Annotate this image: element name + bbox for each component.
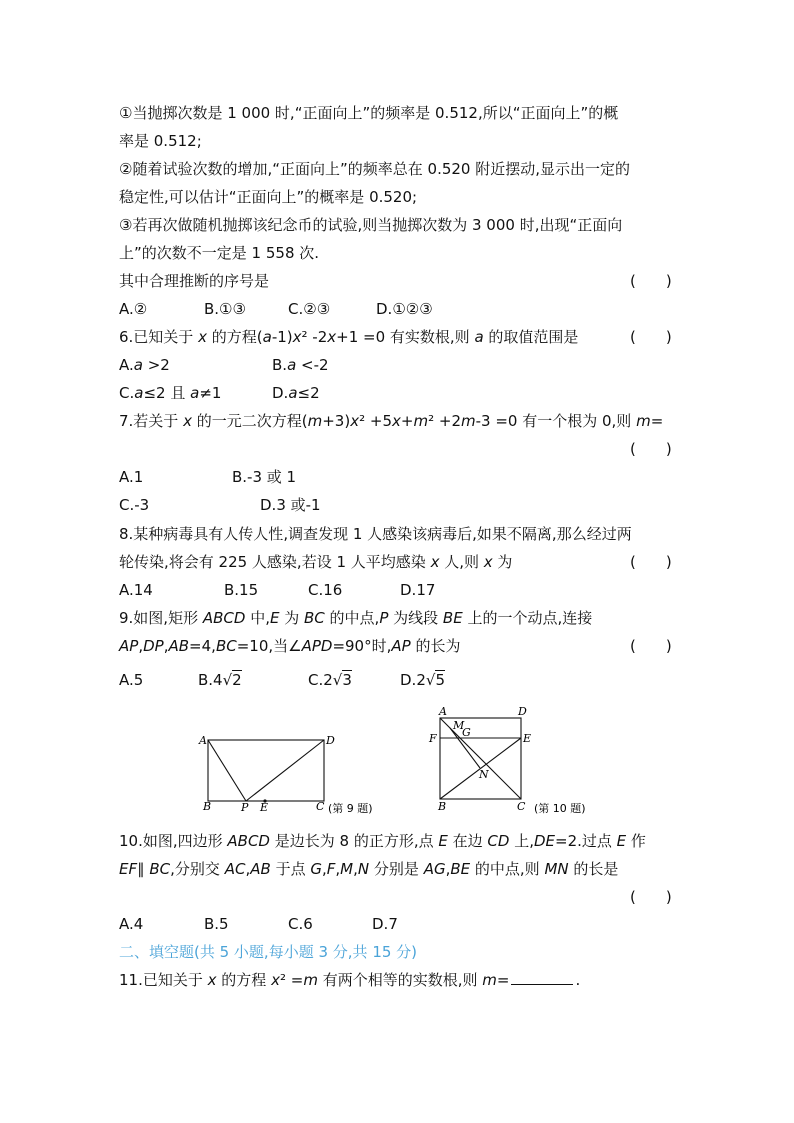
figure-10-caption: (第 10 题): [534, 802, 586, 815]
answer-paren: ( ): [630, 637, 672, 655]
statement-2-line-1: ②随着试验次数的增加,“正面向上”的频率总在 0.520 附近摆动,显示出一定的: [119, 160, 631, 178]
q10-option-d: D.7: [372, 915, 398, 933]
question-9-line-2: AP,DP,AB=4,BC=10,当∠APD=90°时,AP 的长为: [119, 637, 461, 655]
q5-option-b: B.①③: [204, 300, 246, 318]
label-p: P: [241, 801, 249, 814]
answer-paren: ( ): [630, 328, 672, 346]
q6-option-a: A.a >2: [119, 356, 170, 374]
sqrt-symbol: √: [332, 671, 343, 689]
label-b: B: [203, 800, 212, 813]
segment-dp: [246, 740, 324, 801]
label-a: A: [199, 734, 207, 747]
label-c: C: [316, 800, 325, 813]
segment-ap: [208, 740, 246, 801]
statement-2-line-2: 稳定性,可以估计“正面向上”的概率是 0.520;: [119, 188, 418, 206]
label-f: F: [429, 732, 437, 745]
q8-option-a: A.14: [119, 581, 153, 599]
question-10-line-2: EF∥ BC,分别交 AC,AB 于点 G,F,M,N 分别是 AG,BE 的中点,则 MN 的长是: [119, 860, 619, 878]
statement-1-line-1: ①当抛掷次数是 1 000 时,“正面向上”的频率是 0.512,所以“正面向上”的概: [119, 104, 619, 122]
q9-option-c: C.2√3: [308, 671, 352, 689]
question-8-line-1: 8.某种病毒具有人传人性,调查发现 1 人感染该病毒后,如果不隔离,那么经过两: [119, 525, 632, 543]
q9-option-a: A.5: [119, 671, 144, 689]
q7-option-b: B.-3 或 1: [232, 468, 297, 486]
question-9-line-1: 9.如图,矩形 ABCD 中,E 为 BC 的中点,P 为线段 BE 上的一个动点,连接: [119, 609, 593, 627]
answer-paren: ( ): [630, 440, 672, 458]
answer-paren: ( ): [630, 888, 672, 906]
statement-1-line-2: 率是 0.512;: [119, 132, 202, 150]
q10-option-a: A.4: [119, 915, 144, 933]
q7-option-d: D.3 或-1: [260, 496, 321, 514]
statement-3-line-2: 上”的次数不一定是 1 558 次.: [119, 244, 320, 262]
q8-option-c: C.16: [308, 581, 343, 599]
question-8-line-2: 轮传染,将会有 225 人感染,若设 1 人平均感染 x 人,则 x 为: [119, 553, 513, 571]
q10-option-b: B.5: [204, 915, 229, 933]
q9-option-d: D.2√5: [400, 671, 445, 689]
question-11-stem: 11.已知关于 x 的方程 x² =m 有两个相等的实数根,则 m= .: [119, 971, 581, 989]
label-m: M: [453, 719, 465, 732]
label-e: E: [523, 732, 532, 745]
question-10-line-1: 10.如图,四边形 ABCD 是边长为 8 的正方形,点 E 在边 CD 上,DE=2.过点 E 作: [119, 832, 646, 850]
label-b: B: [438, 800, 447, 813]
q10-option-c: C.6: [288, 915, 313, 933]
label-e: E: [260, 801, 269, 814]
label-g: G: [462, 726, 471, 739]
figure-9-caption: (第 9 题): [328, 802, 373, 815]
label-c: C: [517, 800, 526, 813]
label-d: D: [326, 734, 335, 747]
q7-option-c: C.-3: [119, 496, 150, 514]
label-a: A: [439, 705, 447, 718]
q5-option-d: D.①②③: [376, 300, 433, 318]
answer-paren: ( ): [630, 553, 672, 571]
answer-paren: ( ): [630, 272, 672, 290]
answer-blank[interactable]: [511, 984, 573, 985]
q9-option-b: B.4√2: [198, 671, 242, 689]
q6-option-c: C.a≤2 且 a≠1: [119, 384, 222, 402]
label-d: D: [518, 705, 527, 718]
figure-9-rectangle-diagram: [196, 730, 396, 820]
label-n: N: [479, 768, 489, 781]
sqrt-symbol: √: [425, 671, 436, 689]
q7-option-a: A.1: [119, 468, 144, 486]
rect-abcd: [208, 740, 324, 801]
q5-option-a: A.②: [119, 300, 148, 318]
sqrt-symbol: √: [222, 671, 233, 689]
q8-option-b: B.15: [224, 581, 259, 599]
statement-3-line-1: ③若再次做随机抛掷该纪念币的试验,则当抛掷次数为 3 000 时,出现“正面向: [119, 216, 623, 234]
question-6-stem: 6.已知关于 x 的方程(a-1)x² -2x+1 =0 有实数根,则 a 的取值范围是: [119, 328, 579, 346]
figure-10-square-diagram: [424, 704, 614, 820]
q8-option-d: D.17: [400, 581, 436, 599]
q6-option-b: B.a <-2: [272, 356, 329, 374]
section-2-title: 二、填空题(共 5 小题,每小题 3 分,共 15 分): [119, 943, 418, 961]
q5-option-c: C.②③: [288, 300, 331, 318]
q6-option-d: D.a≤2: [272, 384, 320, 402]
question-5-stem: 其中合理推断的序号是: [119, 272, 270, 290]
question-7-stem: 7.若关于 x 的一元二次方程(m+3)x² +5x+m² +2m-3 =0 有一个根为 0,则 m=: [119, 412, 664, 430]
